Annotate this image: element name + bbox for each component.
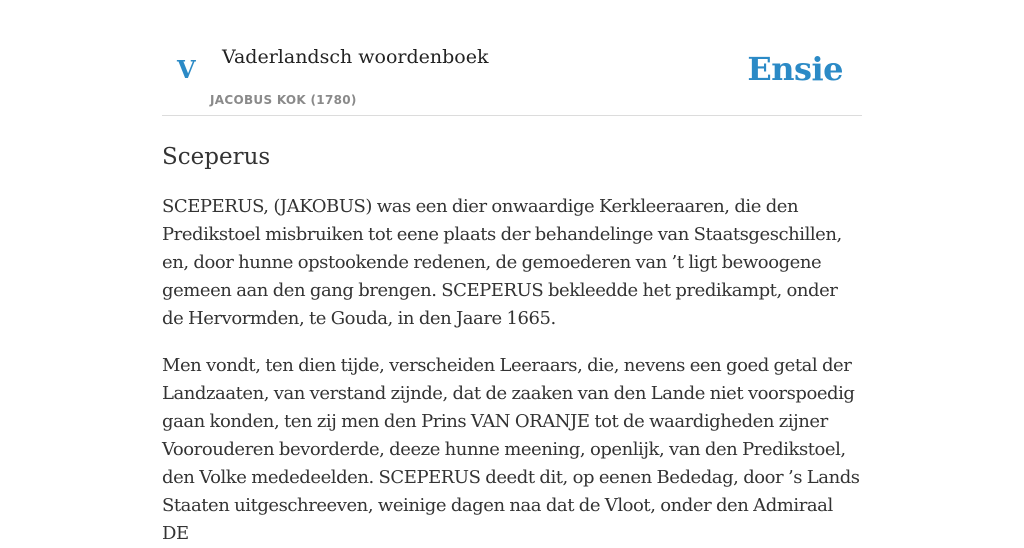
book-title-link[interactable]: Vaderlandsch woordenboek [222, 46, 489, 68]
entry-title: Sceperus [162, 144, 271, 170]
entry-paragraph: Men vondt, ten dien tijde, verscheiden Leeraars, die, nevens een goed getal der Landzaaten, van verstand zijnde, dat de zaaken van den Lande niet voorspoedig gaan konden, ten zij men den Prins VAN ORANJE tot de waardigheden zijner Voorouderen bevorderde, deeze hunne meening, openlijk, van den Predikstoel, den Volke mededeelden. SCEPERUS deedt dit, op eenen Bededag, door ’s Lands Staaten uitgeschreeven, weinige dagen naa dat de Vloot, onder den Admiraal DE [162, 355, 860, 544]
letter-index-link[interactable]: V [177, 55, 196, 84]
book-author: JACOBUS KOK (1780) [210, 93, 357, 107]
book-header [162, 0, 862, 116]
content-container [162, 0, 862, 548]
entry-paragraph: SCEPERUS, (JAKOBUS) was een dier onwaardige Kerkleeraaren, die den Predikstoel misbruiken tot eene plaats der behandelinge van Staatsgeschillen, en, door hunne opstookende redenen, de gemoederen van ’t ligt bewoogene gemeen aan den gang brengen. SCEPERUS bekleedde het predikampt, onder de Hervormden, te Gouda, in den Jaare 1665. [162, 196, 842, 329]
ensie-logo[interactable]: Ensie [747, 50, 843, 88]
